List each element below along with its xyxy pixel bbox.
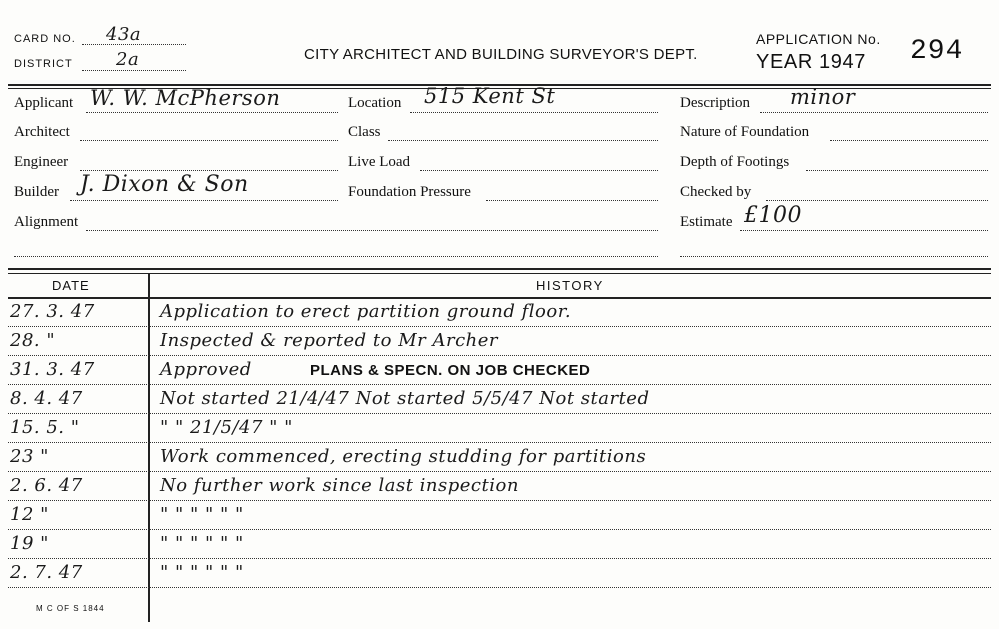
nature-of-foundation-line <box>830 140 988 141</box>
history-row-line <box>8 529 991 530</box>
foundation-pressure-line <box>486 200 658 201</box>
history-date: 2. 7. 47 <box>10 562 83 583</box>
history-date: 2. 6. 47 <box>10 475 83 496</box>
history-entry: " " " " " " <box>160 504 244 525</box>
blank-line-left <box>14 256 658 257</box>
history-entry: No further work since last inspection <box>160 475 519 496</box>
date-header: DATE <box>52 278 90 293</box>
description-line <box>760 112 988 113</box>
foundation-pressure-label: Foundation Pressure <box>348 184 471 200</box>
history-entry: " " 21/5/47 " " <box>160 417 293 438</box>
history-header: HISTORY <box>536 278 604 293</box>
depth-of-footings-line <box>806 170 988 171</box>
card-no-value: 43a <box>106 24 142 45</box>
plans-checked-stamp: PLANS & SPECN. ON JOB CHECKED <box>310 362 591 379</box>
architect-line <box>80 140 338 141</box>
description-label: Description <box>680 95 750 111</box>
alignment-line <box>86 230 658 231</box>
history-row-line <box>8 384 991 385</box>
history-entry: " " " " " " <box>160 533 244 554</box>
year-label: YEAR 1947 <box>756 51 866 73</box>
builder-label: Builder <box>14 184 59 200</box>
alignment-label: Alignment <box>14 214 79 230</box>
location-line <box>410 112 658 113</box>
checked-by-label: Checked by <box>680 184 752 200</box>
history-entry: Approved <box>160 359 252 380</box>
history-row-line <box>8 558 991 559</box>
history-rule-top <box>8 268 991 270</box>
blank-line-right <box>680 256 988 257</box>
location-label: Location <box>348 95 402 111</box>
location-value: 515 Kent St <box>424 84 556 108</box>
depth-of-footings-label: Depth of Footings <box>680 154 790 170</box>
builder-value: J. Dixon & Son <box>80 172 249 197</box>
history-date: 31. 3. 47 <box>10 359 95 380</box>
applicant-label: Applicant <box>14 95 74 111</box>
history-header-rule <box>8 297 991 299</box>
builder-line <box>70 200 338 201</box>
description-value: minor <box>790 85 856 109</box>
architect-label: Architect <box>14 124 70 140</box>
history-date: 28. " <box>10 330 56 351</box>
footer-code: M C OF S 1844 <box>36 604 105 613</box>
history-date: 15. 5. " <box>10 417 80 438</box>
district-value: 2a <box>116 49 140 70</box>
history-row-line <box>8 413 991 414</box>
live-load-line <box>420 170 658 171</box>
district-line <box>82 70 186 71</box>
estimate-line <box>740 230 988 231</box>
history-date: 23 " <box>10 446 49 467</box>
history-date: 27. 3. 47 <box>10 301 95 322</box>
checked-by-line <box>766 200 988 201</box>
history-date: 12 " <box>10 504 49 525</box>
history-entry: Work commenced, erecting studding for partitions <box>160 446 647 467</box>
application-label: APPLICATION No. <box>756 31 881 47</box>
history-entry: Inspected & reported to Mr Archer <box>160 330 499 351</box>
history-rule-top-2 <box>8 273 991 274</box>
history-entry: " " " " " " <box>160 562 244 583</box>
history-row-line <box>8 442 991 443</box>
history-row-line <box>8 326 991 327</box>
history-row-line <box>8 500 991 501</box>
history-date: 19 " <box>10 533 49 554</box>
applicant-value: W. W. McPherson <box>90 86 281 110</box>
class-line <box>388 140 658 141</box>
nature-of-foundation-label: Nature of Foundation <box>680 124 810 140</box>
estimate-label: Estimate <box>680 214 733 230</box>
estimate-value: £100 <box>744 203 802 228</box>
history-entry: Not started 21/4/47 Not started 5/5/47 Not started <box>160 388 650 409</box>
engineer-label: Engineer <box>14 154 69 170</box>
application-number: 294 <box>910 36 964 67</box>
dept-title: CITY ARCHITECT AND BUILDING SURVEYOR'S DEPT. <box>304 46 698 63</box>
history-date: 8. 4. 47 <box>10 388 83 409</box>
live-load-label: Live Load <box>348 154 411 170</box>
card-no-label: CARD NO. <box>14 33 76 45</box>
district-label: DISTRICT <box>14 58 73 70</box>
history-row-line <box>8 587 991 588</box>
history-row-line <box>8 471 991 472</box>
engineer-line <box>80 170 338 171</box>
history-entry: Application to erect partition ground floor. <box>160 301 572 322</box>
applicant-line <box>86 112 338 113</box>
history-row-line <box>8 355 991 356</box>
class-label: Class <box>348 124 381 140</box>
